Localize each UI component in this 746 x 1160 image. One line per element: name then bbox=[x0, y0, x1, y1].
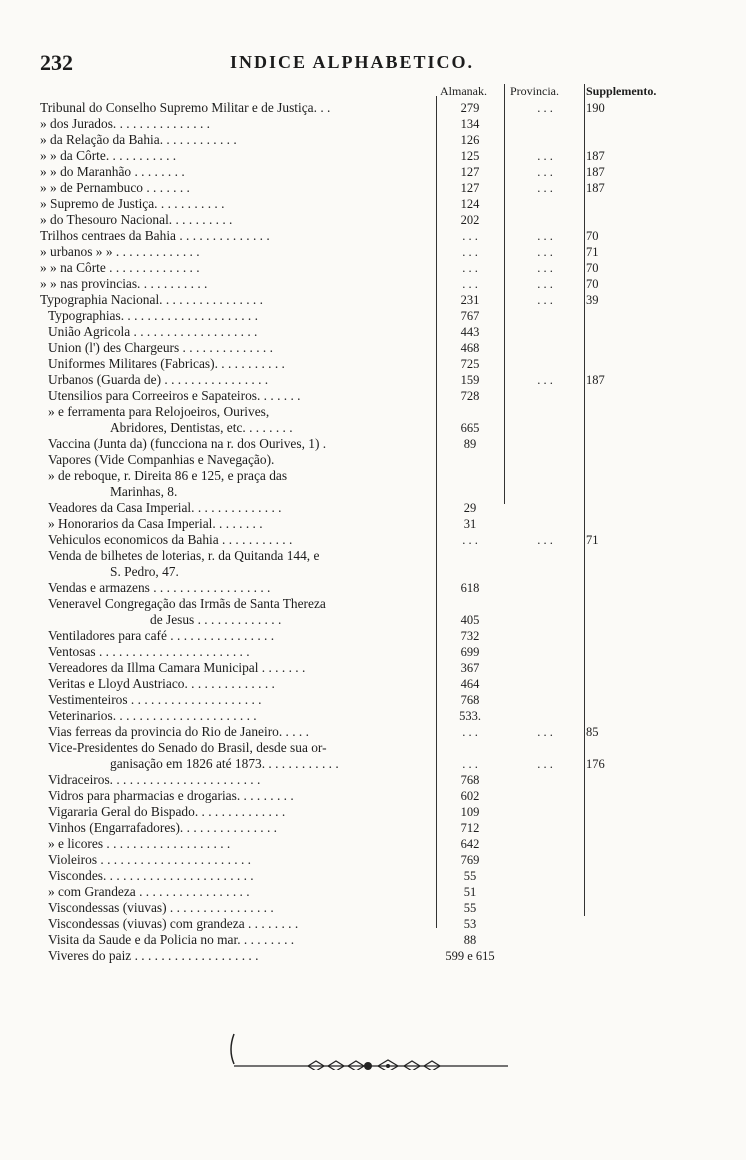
index-row bbox=[0, 516, 746, 532]
index-entry-text: Vias ferreas da provincia do Rio de Janeiro. . . . . bbox=[48, 724, 309, 739]
index-row bbox=[0, 884, 746, 900]
almanak-value: 405 bbox=[460, 613, 480, 627]
index-entry-text: » » nas provincias. . . . . . . . . . . bbox=[40, 276, 208, 291]
index-entry-text: Vehiculos economicos da Bahia . . . . . . . . . . . bbox=[48, 532, 293, 547]
almanak-value: 55 bbox=[463, 901, 477, 915]
index-row bbox=[0, 484, 746, 500]
index-entry-text: » » na Côrte . . . . . . . . . . . . . . bbox=[40, 260, 200, 275]
index-row bbox=[0, 308, 746, 324]
index-row bbox=[0, 372, 746, 388]
almanak-value: 53 bbox=[463, 917, 477, 931]
index-row bbox=[0, 692, 746, 708]
index-entry-text: Vereadores da Illma Camara Municipal . . . . . . . bbox=[48, 660, 306, 675]
index-entry-text: » urbanos » » . . . . . . . . . . . . . bbox=[40, 244, 200, 259]
index-row bbox=[0, 580, 746, 596]
almanak-value: 665 bbox=[460, 421, 480, 435]
supplemento-value: 70 bbox=[586, 277, 599, 291]
index-row bbox=[0, 100, 746, 116]
index-entry-text: Vestimenteiros . . . . . . . . . . . . . . . . . . . . bbox=[48, 692, 262, 707]
column-header-provincia: Provincia. bbox=[510, 84, 559, 98]
page-number: 232 bbox=[40, 50, 73, 75]
index-row bbox=[0, 868, 746, 884]
index-row bbox=[0, 404, 746, 420]
provincia-value: . . . bbox=[537, 373, 553, 387]
provincia-value: . . . bbox=[537, 277, 553, 291]
almanak-value: 699 bbox=[460, 645, 480, 659]
index-entry-text: » e licores . . . . . . . . . . . . . . . . . . . bbox=[48, 836, 231, 851]
supplemento-value: 71 bbox=[586, 533, 599, 547]
provincia-value: . . . bbox=[537, 181, 553, 195]
index-row bbox=[0, 436, 746, 452]
index-entry-text: União Agricola . . . . . . . . . . . . . . . . . . . bbox=[48, 324, 258, 339]
supplemento-value: 187 bbox=[586, 373, 605, 387]
index-entry-text: Uniformes Militares (Fabricas). . . . . . . . . . . bbox=[48, 356, 285, 371]
index-entry-text: » » da Côrte. . . . . . . . . . . bbox=[40, 148, 177, 163]
almanak-value: . . . bbox=[462, 229, 478, 243]
index-row bbox=[0, 644, 746, 660]
index-entry-text: Union (l') des Chargeurs . . . . . . . . . . . . . . bbox=[48, 340, 273, 355]
index-entry-text: de Jesus . . . . . . . . . . . . . bbox=[150, 612, 282, 627]
index-row bbox=[0, 948, 746, 964]
index-entry-text: » do Thesouro Nacional. . . . . . . . . . bbox=[40, 212, 233, 227]
index-entry-text: Veneravel Congregação das Irmãs de Santa Thereza bbox=[48, 596, 326, 611]
almanak-value: 767 bbox=[460, 309, 480, 323]
index-row bbox=[0, 740, 746, 756]
index-table bbox=[0, 100, 746, 964]
index-entry-text: Vendas e armazens . . . . . . . . . . . . . . . . . . bbox=[48, 580, 271, 595]
index-entry-text: Viveres do paiz . . . . . . . . . . . . . . . . . . . bbox=[48, 948, 259, 963]
index-row bbox=[0, 276, 746, 292]
index-row bbox=[0, 340, 746, 356]
almanak-value: 618 bbox=[460, 581, 480, 595]
almanak-value: 125 bbox=[460, 149, 480, 163]
almanak-value: 55 bbox=[463, 869, 477, 883]
index-entry-text: Viscondessas (viuvas) . . . . . . . . . . . . . . . . bbox=[48, 900, 274, 915]
almanak-value: 127 bbox=[460, 181, 480, 195]
almanak-value: 533. bbox=[459, 709, 481, 723]
index-entry-text: » dos Jurados. . . . . . . . . . . . . . . bbox=[40, 116, 210, 131]
supplemento-value: 176 bbox=[586, 757, 605, 771]
index-row bbox=[0, 820, 746, 836]
index-row bbox=[0, 708, 746, 724]
index-row bbox=[0, 420, 746, 436]
provincia-value: . . . bbox=[537, 101, 553, 115]
index-row bbox=[0, 452, 746, 468]
index-row bbox=[0, 596, 746, 612]
almanak-value: 109 bbox=[460, 805, 480, 819]
almanak-value: . . . bbox=[462, 261, 478, 275]
supplemento-value: 187 bbox=[586, 149, 605, 163]
provincia-value: . . . bbox=[537, 149, 553, 163]
index-row bbox=[0, 564, 746, 580]
page-title: INDICE ALPHABETICO. bbox=[230, 52, 475, 72]
index-row bbox=[0, 852, 746, 868]
almanak-value: 769 bbox=[460, 853, 480, 867]
almanak-value: 468 bbox=[460, 341, 480, 355]
provincia-value: . . . bbox=[537, 293, 553, 307]
almanak-value: . . . bbox=[462, 725, 478, 739]
almanak-value: 51 bbox=[463, 885, 477, 899]
index-entry-text: » Honorarios da Casa Imperial. . . . . . . . bbox=[48, 516, 263, 531]
index-entry-text: Veadores da Casa Imperial. . . . . . . . . . . . . . bbox=[48, 500, 282, 515]
supplemento-value: 187 bbox=[586, 165, 605, 179]
almanak-value: 367 bbox=[460, 661, 480, 675]
index-row bbox=[0, 804, 746, 820]
index-entry-text: Vaccina (Junta da) (funcciona na r. dos Ourives, 1) . bbox=[48, 436, 327, 451]
almanak-value: 732 bbox=[460, 629, 480, 643]
almanak-value: 642 bbox=[460, 837, 480, 851]
index-row bbox=[0, 628, 746, 644]
index-entry-text: Trilhos centraes da Bahia . . . . . . . . . . . . . . bbox=[40, 228, 270, 243]
index-row bbox=[0, 228, 746, 244]
almanak-value: . . . bbox=[462, 245, 478, 259]
index-entry-text: » e ferramenta para Relojoeiros, Ourives, bbox=[48, 404, 270, 419]
almanak-value: 768 bbox=[460, 773, 480, 787]
index-entry-text: Vice-Presidentes do Senado do Brasil, desde sua or- bbox=[48, 740, 327, 755]
index-row bbox=[0, 164, 746, 180]
index-row bbox=[0, 916, 746, 932]
almanak-value: . . . bbox=[462, 277, 478, 291]
index-row bbox=[0, 260, 746, 276]
almanak-value: 712 bbox=[460, 821, 480, 835]
almanak-value: 124 bbox=[460, 197, 480, 211]
index-row bbox=[0, 836, 746, 852]
index-entry-text: Visita da Saude e da Policia no mar. . . . . . . . . bbox=[48, 932, 295, 947]
index-entry-text: Typographia Nacional. . . . . . . . . . . . . . . . bbox=[40, 292, 263, 307]
supplemento-value: 70 bbox=[586, 261, 599, 275]
index-entry-text: Veterinarios. . . . . . . . . . . . . . . . . . . . . . bbox=[48, 708, 257, 723]
supplemento-value: 70 bbox=[586, 229, 599, 243]
index-entry-text: Violeiros . . . . . . . . . . . . . . . . . . . . . . . bbox=[48, 852, 252, 867]
supplemento-value: 190 bbox=[586, 101, 605, 115]
index-entry-text: Viscondessas (viuvas) com grandeza . . . . . . . . bbox=[48, 916, 299, 931]
almanak-value: 202 bbox=[460, 213, 480, 227]
supplemento-value: 71 bbox=[586, 245, 599, 259]
index-entry-text: Ventiladores para café . . . . . . . . . . . . . . . . bbox=[48, 628, 275, 643]
index-entry-text: Veritas e Lloyd Austriaco. . . . . . . . . . . . . . bbox=[48, 676, 275, 691]
supplemento-value: 39 bbox=[586, 293, 599, 307]
index-entry-text: Abridores, Dentistas, etc. . . . . . . . bbox=[110, 420, 293, 435]
supplemento-value: 85 bbox=[586, 725, 599, 739]
provincia-value: . . . bbox=[537, 757, 553, 771]
index-row bbox=[0, 724, 746, 740]
index-entry-text: Vapores (Vide Companhias e Navegação). bbox=[48, 452, 275, 467]
index-entry-text: Venda de bilhetes de loterias, r. da Quitanda 144, e bbox=[48, 548, 320, 563]
index-entry-text: Typographias. . . . . . . . . . . . . . . . . . . . . bbox=[48, 308, 258, 323]
index-entry-text: Urbanos (Guarda de) . . . . . . . . . . . . . . . . bbox=[48, 372, 269, 387]
index-entry-text: » » do Maranhão . . . . . . . . bbox=[40, 164, 185, 179]
almanak-value: 159 bbox=[460, 373, 480, 387]
index-row bbox=[0, 148, 746, 164]
index-row bbox=[0, 532, 746, 548]
index-row bbox=[0, 324, 746, 340]
index-entry-text: » » de Pernambuco . . . . . . . bbox=[40, 180, 190, 195]
index-entry-text: Utensilios para Correeiros e Sapateiros. . . . . . . bbox=[48, 388, 301, 403]
almanak-value: 29 bbox=[463, 501, 477, 515]
almanak-value: 728 bbox=[460, 389, 480, 403]
provincia-value: . . . bbox=[537, 165, 553, 179]
index-entry-text: Viscondes. . . . . . . . . . . . . . . . . . . . . . . bbox=[48, 868, 254, 883]
index-row bbox=[0, 388, 746, 404]
almanak-value: 725 bbox=[460, 357, 480, 371]
index-row bbox=[0, 612, 746, 628]
almanak-value: 134 bbox=[460, 117, 480, 131]
column-header-supplemento: Supplemento. bbox=[586, 84, 657, 98]
index-row bbox=[0, 132, 746, 148]
almanak-value: 464 bbox=[460, 677, 480, 691]
index-entry-text: » Supremo de Justiça. . . . . . . . . . . bbox=[40, 196, 225, 211]
almanak-value: . . . bbox=[462, 533, 478, 547]
index-row bbox=[0, 292, 746, 308]
index-row bbox=[0, 788, 746, 804]
index-entry-text: ganisação em 1826 até 1873. . . . . . . . . . . . bbox=[110, 756, 339, 771]
almanak-value: 89 bbox=[463, 437, 477, 451]
almanak-value: 602 bbox=[460, 789, 480, 803]
index-entry-text: Vidros para pharmacias e drogarias. . . . . . . . . bbox=[48, 788, 294, 803]
index-row bbox=[0, 180, 746, 196]
provincia-value: . . . bbox=[537, 533, 553, 547]
index-entry-text: Ventosas . . . . . . . . . . . . . . . . . . . . . . . bbox=[48, 644, 250, 659]
almanak-value: 768 bbox=[460, 693, 480, 707]
index-entry-text: » da Relação da Bahia. . . . . . . . . . . . bbox=[40, 132, 237, 147]
provincia-value: . . . bbox=[537, 725, 553, 739]
almanak-value: 599 e 615 bbox=[445, 949, 495, 963]
index-entry-text: Vigararia Geral do Bispado. . . . . . . . . . . . . . bbox=[48, 804, 286, 819]
almanak-value: 88 bbox=[463, 933, 477, 947]
almanak-value: 279 bbox=[460, 101, 480, 115]
almanak-value: 127 bbox=[460, 165, 480, 179]
index-row bbox=[0, 212, 746, 228]
index-row bbox=[0, 500, 746, 516]
index-entry-text: S. Pedro, 47. bbox=[110, 564, 179, 579]
index-row bbox=[0, 660, 746, 676]
almanak-value: 31 bbox=[463, 517, 477, 531]
index-entry-text: » de reboque, r. Direita 86 e 125, e praça das bbox=[48, 468, 288, 483]
index-row bbox=[0, 116, 746, 132]
index-row bbox=[0, 756, 746, 772]
column-header-almanak: Almanak. bbox=[440, 84, 487, 98]
index-row bbox=[0, 468, 746, 484]
index-row bbox=[0, 244, 746, 260]
almanak-value: 231 bbox=[460, 293, 480, 307]
provincia-value: . . . bbox=[537, 229, 553, 243]
almanak-value: 443 bbox=[460, 325, 480, 339]
provincia-value: . . . bbox=[537, 245, 553, 259]
index-entry-text: Marinhas, 8. bbox=[110, 484, 178, 499]
index-row bbox=[0, 676, 746, 692]
index-row bbox=[0, 932, 746, 948]
index-entry-text: » com Grandeza . . . . . . . . . . . . . . . . . bbox=[48, 884, 250, 899]
index-row bbox=[0, 356, 746, 372]
index-row bbox=[0, 196, 746, 212]
ornament-divider-icon bbox=[228, 1030, 518, 1070]
index-row bbox=[0, 900, 746, 916]
index-row bbox=[0, 772, 746, 788]
almanak-value: 126 bbox=[460, 133, 480, 147]
index-entry-text: Vidraceiros. . . . . . . . . . . . . . . . . . . . . . . bbox=[48, 772, 261, 787]
index-row bbox=[0, 548, 746, 564]
almanak-value: . . . bbox=[462, 757, 478, 771]
index-entry-text: Vinhos (Engarrafadores). . . . . . . . . . . . . . . bbox=[48, 820, 278, 835]
supplemento-value: 187 bbox=[586, 181, 605, 195]
index-entry-text: Tribunal do Conselho Supremo Militar e de Justiça. . . bbox=[40, 100, 331, 115]
provincia-value: . . . bbox=[537, 261, 553, 275]
